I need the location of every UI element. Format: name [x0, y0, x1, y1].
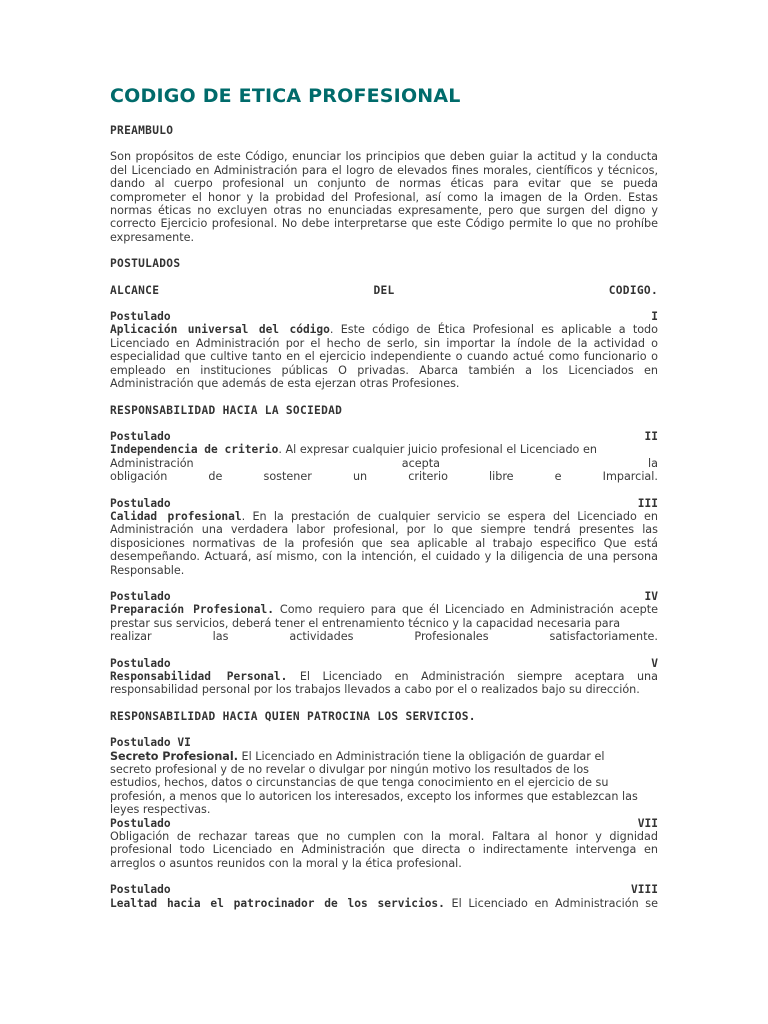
postulado-2-header — [110, 430, 658, 443]
postulado-label: Postulado — [110, 656, 171, 670]
postulado-4-header — [110, 590, 658, 603]
postulado-number: I — [651, 310, 658, 324]
postulado-3-header — [110, 497, 658, 510]
word: de — [208, 470, 223, 484]
page-title: CODIGO DE ETICA PROFESIONAL — [110, 85, 461, 107]
word: libre — [489, 470, 514, 484]
postulado-number: IV — [644, 589, 658, 603]
postulado-8-header — [110, 883, 658, 896]
postulado-4-title: Preparación Profesional. — [110, 603, 274, 617]
postulado-3-title: Calidad profesional — [110, 509, 242, 523]
postulado-label: Postulado — [110, 310, 171, 324]
postulado-8-text — [110, 897, 658, 910]
postulado-5-body: El Licenciado en Administración siempre aceptara una responsabilidad personal por los trabajos llevados a cabo por el o realizados bajo su dirección. — [110, 670, 658, 697]
alcance-word: ALCANCE — [110, 283, 160, 297]
word: realizar — [110, 630, 152, 644]
document-page — [110, 84, 658, 910]
del-word: DEL — [373, 283, 395, 297]
postulado-2-line3 — [110, 470, 658, 483]
postulado-label: Postulado — [110, 816, 171, 830]
postulado-number: VII — [637, 816, 658, 830]
postulado-number: V — [651, 656, 658, 670]
postulado-6-title: Secreto Profesional. — [110, 749, 238, 763]
postulado-number: II — [644, 429, 658, 443]
alcance-line — [110, 284, 658, 297]
patrocina-heading: RESPONSABILIDAD HACIA QUIEN PATROCINA LOS SERVICIOS. — [110, 709, 476, 723]
preambulo-paragraph: Son propósitos de este Código, enunciar los principios que deben guiar la actitud y la conducta del Licenciado en Administración para el logro de elevados fines morales, científicos y técnicos, dando al cuerpo profesional un conjunto de normas éticas para evitar que se pueda comprometer el honor y la probidad del Profesional, así como la imagen de la Orden. Estas normas éticas no excluyen otras no enunciadas expresamente, pero que surgen del digno y correcto Ejercicio profesional. No debe interpretarse que este Código permite lo que no prohíbe expresamente. — [110, 150, 658, 244]
postulado-number: VIII — [631, 883, 658, 897]
postulado-2-line2 — [110, 457, 658, 470]
postulado-6-header: Postulado VI — [110, 736, 191, 750]
postulado-label: Postulado — [110, 883, 171, 897]
word: las — [212, 630, 229, 644]
postulado-6-body: El Licenciado en Administración tiene la obligación de guardar el secreto profesional y de no revelar o divulgar por ningún motivo los resultados de los estudios, hechos, datos o circunstancias de que tenga conocimiento en el ejercicio de su profesión, a menos que lo autoricen los interesados, excepto los informes que establezcan las leyes respectivas. — [110, 749, 638, 817]
postulado-5-header — [110, 657, 658, 670]
postulado-1-text — [110, 323, 658, 390]
postulado-label: Postulado — [110, 496, 171, 510]
word: Profesionales — [414, 630, 489, 644]
postulado-label: Postulado — [110, 589, 171, 603]
postulado-1-title: Aplicación universal del código — [110, 323, 330, 337]
postulado-3-text — [110, 510, 658, 577]
codigo-word: CODIGO. — [608, 283, 658, 297]
postulado-8-body: El Licenciado en Administración se — [444, 896, 659, 910]
postulado-7-text: Obligación de rechazar tareas que no cumplen con la moral. Faltara al honor y dignidad profesional todo Licenciado en Administración que directa o indirectamente intervenga en arreglos o asuntos reunidos con la moral y la ética profesional. — [110, 830, 658, 870]
word: Administración — [110, 456, 194, 470]
postulado-1-header — [110, 310, 658, 323]
postulado-2-title: Independencia de criterio — [110, 443, 279, 457]
word: e — [554, 470, 562, 484]
word: un — [352, 470, 368, 484]
word: obligación — [110, 470, 168, 484]
word: la — [648, 456, 658, 470]
postulado-6-text — [110, 750, 640, 817]
word: actividades — [289, 630, 354, 644]
postulado-label: Postulado — [110, 429, 171, 443]
sociedad-heading: RESPONSABILIDAD HACIA LA SOCIEDAD — [110, 403, 343, 417]
postulado-8-title: Lealtad hacia el patrocinador de los servicios. — [110, 896, 445, 910]
postulado-7-header — [110, 817, 658, 830]
postulado-5-title: Responsabilidad Personal. — [110, 670, 288, 683]
postulado-2-text — [110, 443, 658, 456]
postulado-4-text — [110, 603, 658, 630]
postulado-4-last-line — [110, 630, 658, 643]
word: sostener — [263, 470, 312, 484]
postulado-2-body: . Al expresar cualquier juicio profesional el Licenciado en — [278, 443, 597, 457]
postulado-4-body: Como requiero para que él Licenciado en Administración acepte prestar sus servicios, deberá tener el entrenamiento técnico y la capacidad necesaria para — [110, 603, 658, 630]
preambulo-heading: PREAMBULO — [110, 124, 174, 137]
postulado-3-body: . En la prestación de cualquier servicio se espera del Licenciado en Administración una verdadera labor profesional, por lo que siempre tendrá presentes las disposiciones normativas de la profesión que sea aplicable al trabajo especifico Que está desempeñando. Actuará, así mismo, con la intención, el cuidado y la diligencia de una persona Responsable. — [110, 509, 658, 577]
word: acepta — [401, 456, 440, 470]
word: criterio — [408, 470, 448, 484]
postulado-number: III — [637, 496, 658, 510]
postulado-1-body: . Este código de Ética Profesional es aplicable a todo Licenciado en Administración por el hecho de serlo, sin importar la índole de la actividad o especialidad que cultive tanto en el ejercicio independiente o cuando actué como funcionario o empleado en instituciones públicas O privadas. Abarca también a los Licenciados en Administración que además de esta ejerzan otras Profesiones. — [110, 323, 658, 391]
word: Imparcial. — [602, 470, 658, 484]
word: satisfactoriamente. — [549, 630, 658, 644]
postulado-5-text — [110, 670, 658, 697]
postulados-heading: POSTULADOS — [110, 257, 181, 271]
